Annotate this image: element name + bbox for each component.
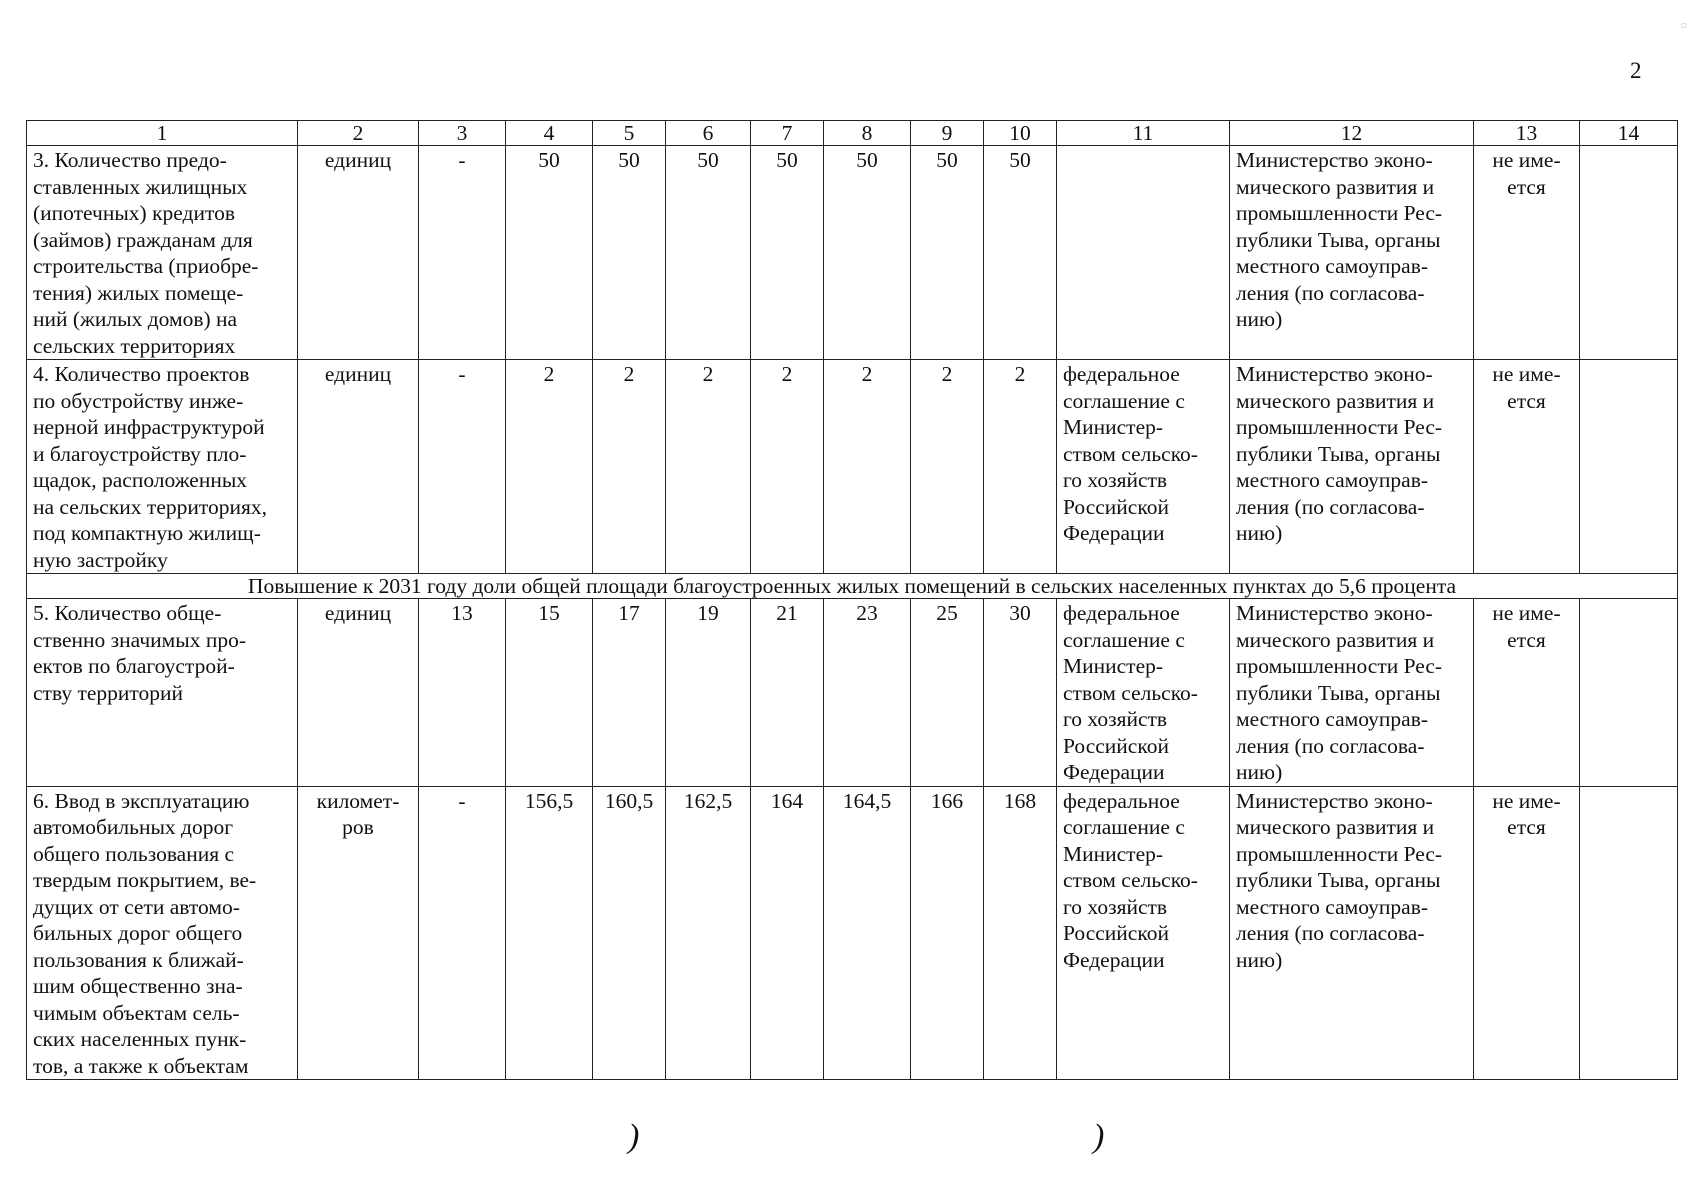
value-cell: 2 <box>751 360 824 574</box>
note-cell: не име- ется <box>1474 360 1580 574</box>
header-cell: 3 <box>419 121 506 146</box>
table-row <box>27 360 1678 574</box>
value-cell: - <box>419 360 506 574</box>
pen-mark: ) <box>628 1118 640 1155</box>
value-cell: 2 <box>984 360 1057 574</box>
value-cell: 164 <box>751 786 824 1080</box>
header-cell: 10 <box>984 121 1057 146</box>
value-cell: 162,5 <box>666 786 751 1080</box>
value-cell: 23 <box>824 599 911 787</box>
scan-artifact: ○ <box>1680 18 1688 32</box>
header-cell: 13 <box>1474 121 1580 146</box>
responsible-cell: Министерство эконо- мического развития и промышленности Рес- публики Тыва, органы местного самоуправ- ления (по согласова- нию) <box>1230 786 1474 1080</box>
header-cell: 2 <box>298 121 419 146</box>
value-cell: 2 <box>593 360 666 574</box>
value-cell: 50 <box>751 146 824 360</box>
table-row <box>27 786 1678 1080</box>
unit-cell: единиц <box>298 360 419 574</box>
value-cell: 17 <box>593 599 666 787</box>
note-cell: не име- ется <box>1474 146 1580 360</box>
value-cell: 15 <box>506 599 593 787</box>
note-cell: не име- ется <box>1474 599 1580 787</box>
value-cell: 166 <box>911 786 984 1080</box>
empty-cell <box>1580 786 1678 1080</box>
basis-cell: федеральное соглашение с Министер- ством сельско- го хозяйств Российской Федерации <box>1057 599 1230 787</box>
header-cell: 12 <box>1230 121 1474 146</box>
indicator-name: 6. Ввод в эксплуатацию автомобильных дорог общего пользования с твердым покрытием, ве- дущих от сети автомо- бильных дорог общего пользования к ближай- шим общественно зна- чимым объектам сель- ских населенных пунк- тов, а также к объектам <box>27 786 298 1080</box>
value-cell: 2 <box>911 360 984 574</box>
indicator-name: 5. Количество обще- ственно значимых про- ектов по благоустрой- ству территорий <box>27 599 298 787</box>
value-cell: 50 <box>984 146 1057 360</box>
responsible-cell: Министерство эконо- мического развития и промышленности Рес- публики Тыва, органы местного самоуправ- ления (по согласова- нию) <box>1230 146 1474 360</box>
unit-cell: километ- ров <box>298 786 419 1080</box>
unit-cell: единиц <box>298 146 419 360</box>
value-cell: 19 <box>666 599 751 787</box>
section-title: Повышение к 2031 году доли общей площади благоустроенных жилых помещений в сельских населенных пунктах до 5,6 процента <box>27 574 1678 599</box>
value-cell: - <box>419 146 506 360</box>
value-cell: 30 <box>984 599 1057 787</box>
header-cell: 1 <box>27 121 298 146</box>
value-cell: 160,5 <box>593 786 666 1080</box>
header-cell: 6 <box>666 121 751 146</box>
value-cell: 50 <box>506 146 593 360</box>
header-cell: 9 <box>911 121 984 146</box>
value-cell: 168 <box>984 786 1057 1080</box>
header-cell: 5 <box>593 121 666 146</box>
indicator-name: 3. Количество предо- ставленных жилищных (ипотечных) кредитов (займов) гражданам для строительства (приобре- тения) жилых помеще- ний (жилых домов) на сельских территориях <box>27 146 298 360</box>
value-cell: 50 <box>911 146 984 360</box>
basis-cell <box>1057 146 1230 360</box>
header-cell: 11 <box>1057 121 1230 146</box>
responsible-cell: Министерство эконо- мического развития и промышленности Рес- публики Тыва, органы местного самоуправ- ления (по согласова- нию) <box>1230 599 1474 787</box>
value-cell: 13 <box>419 599 506 787</box>
header-cell: 14 <box>1580 121 1678 146</box>
value-cell: 50 <box>824 146 911 360</box>
indicators-table <box>26 120 1678 1080</box>
empty-cell <box>1580 599 1678 787</box>
basis-cell: федеральное соглашение с Министер- ством сельско- го хозяйств Российской Федерации <box>1057 786 1230 1080</box>
empty-cell <box>1580 360 1678 574</box>
header-row <box>27 121 1678 146</box>
value-cell: 21 <box>751 599 824 787</box>
table-row <box>27 599 1678 787</box>
value-cell: 2 <box>824 360 911 574</box>
table-row <box>27 146 1678 360</box>
header-cell: 4 <box>506 121 593 146</box>
value-cell: - <box>419 786 506 1080</box>
header-cell: 7 <box>751 121 824 146</box>
empty-cell <box>1580 146 1678 360</box>
value-cell: 25 <box>911 599 984 787</box>
page-number: 2 <box>1630 58 1642 83</box>
indicator-name: 4. Количество проектов по обустройству инже- нерной инфраструктурой и благоустройству пло- щадок, расположенных на сельских территориях, под компактную жилищ- ную застройку <box>27 360 298 574</box>
header-cell: 8 <box>824 121 911 146</box>
unit-cell: единиц <box>298 599 419 787</box>
value-cell: 2 <box>506 360 593 574</box>
value-cell: 50 <box>666 146 751 360</box>
note-cell: не име- ется <box>1474 786 1580 1080</box>
section-row <box>27 574 1678 599</box>
pen-mark: ) <box>1093 1118 1105 1155</box>
responsible-cell: Министерство эконо- мического развития и промышленности Рес- публики Тыва, органы местного самоуправ- ления (по согласова- нию) <box>1230 360 1474 574</box>
value-cell: 2 <box>666 360 751 574</box>
value-cell: 164,5 <box>824 786 911 1080</box>
value-cell: 156,5 <box>506 786 593 1080</box>
basis-cell: федеральное соглашение с Министер- ством сельско- го хозяйств Российской Федерации <box>1057 360 1230 574</box>
value-cell: 50 <box>593 146 666 360</box>
